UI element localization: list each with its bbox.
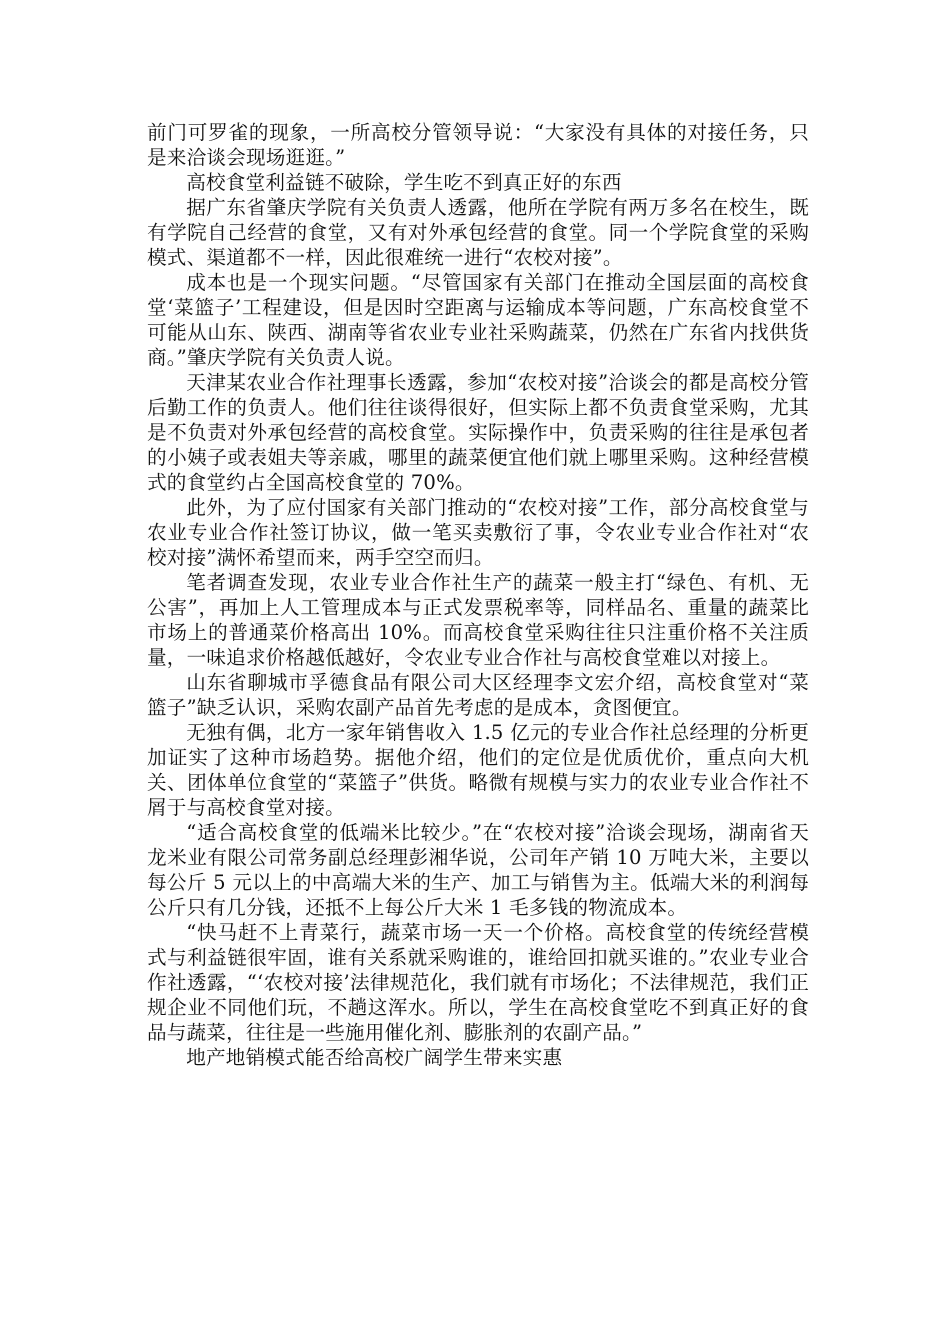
paragraph: 笔者调查发现，农业专业合作社生产的蔬菜一般主打“绿色、有机、无公害”，再加上人工管理成本与正式发票税率等，同样品名、重量的蔬菜比市场上的普通菜价格高出 10%。而高校食堂采购往往只注重价格不关注质量，一味追求价格越低越好，令农业专业合作社与高校食堂难以对接上。 <box>147 571 809 669</box>
paragraph: “快马赶不上青菜行，蔬菜市场一天一个价格。高校食堂的传统经营模式与利益链很牢固，谁有关系就采购谁的，谁给回扣就买谁的。”农业专业合作社透露，“‘农校对接’法律规范化，我们就有市场化；不法律规范，我们正规企业不同他们玩，不趟这浑水。所以，学生在高校食堂吃不到真正好的食品与蔬菜，往往是一些施用催化剂、膨胀剂的农副产品。” <box>147 921 809 1044</box>
paragraph: 山东省聊城市孚德食品有限公司大区经理李文宏介绍，高校食堂对“菜篮子”缺乏认识，采购农副产品首先考虑的是成本，贪图便宜。 <box>147 671 809 719</box>
paragraph: 无独有偶，北方一家年销售收入 1.5 亿元的专业合作社总经理的分析更加证实了这种市场趋势。据他介绍，他们的定位是优质优价，重点向大机关、团体单位食堂的“菜篮子”供货。略微有规模与实力的农业专业合作社不屑于与高校食堂对接。 <box>147 721 809 819</box>
paragraph: “适合高校食堂的低端米比较少。”在“农校对接”洽谈会现场，湖南省天龙米业有限公司常务副总经理彭湘华说，公司年产销 10 万吨大米，主要以每公斤 5 元以上的中高端大米的生产、加工与销售为主。低端大米的利润每公斤只有几分钱，还抵不上每公斤大米 1 毛多钱的物流成本。 <box>147 821 809 919</box>
paragraph: 此外，为了应付国家有关部门推动的“农校对接”工作，部分高校食堂与农业专业合作社签订协议，做一笔买卖敷衍了事，令农业专业合作社对“农校对接”满怀希望而来，两手空空而归。 <box>147 496 809 569</box>
paragraph: 据广东省肇庆学院有关负责人透露，他所在学院有两万多名在校生，既有学院自己经营的食堂，又有对外承包经营的食堂。同一个学院食堂的采购模式、渠道都不一样，因此很难统一进行“农校对接”。 <box>147 196 809 269</box>
section-heading-canteen-interest-chain: 高校食堂利益链不破除，学生吃不到真正好的东西 <box>186 171 622 194</box>
document-body <box>147 120 809 1070</box>
paragraph: 成本也是一个现实问题。“尽管国家有关部门在推动全国层面的高校食堂‘菜篮子’工程建设，但是因时空距离与运输成本等问题，广东高校食堂不可能从山东、陕西、湖南等省农业专业社采购蔬菜，仍然在广东省内找供货商。”肇庆学院有关负责人说。 <box>147 271 809 369</box>
section-heading-local-production: 地产地销模式能否给高校广阔学生带来实惠 <box>186 1046 563 1069</box>
paragraph: 天津某农业合作社理事长透露，参加“农校对接”洽谈会的都是高校分管后勤工作的负责人。他们往往谈得很好，但实际上都不负责食堂采购，尤其是不负责对外承包经营的高校食堂。实际操作中，负责采购的往往是承包者的小姨子或表姐夫等亲戚，哪里的蔬菜便宜他们就上哪里采购。这种经营模式的食堂约占全国高校食堂的 70%。 <box>147 371 809 494</box>
paragraph-continuation: 前门可罗雀的现象，一所高校分管领导说：“大家没有具体的对接任务，只是来洽谈会现场逛逛。” <box>147 121 809 169</box>
